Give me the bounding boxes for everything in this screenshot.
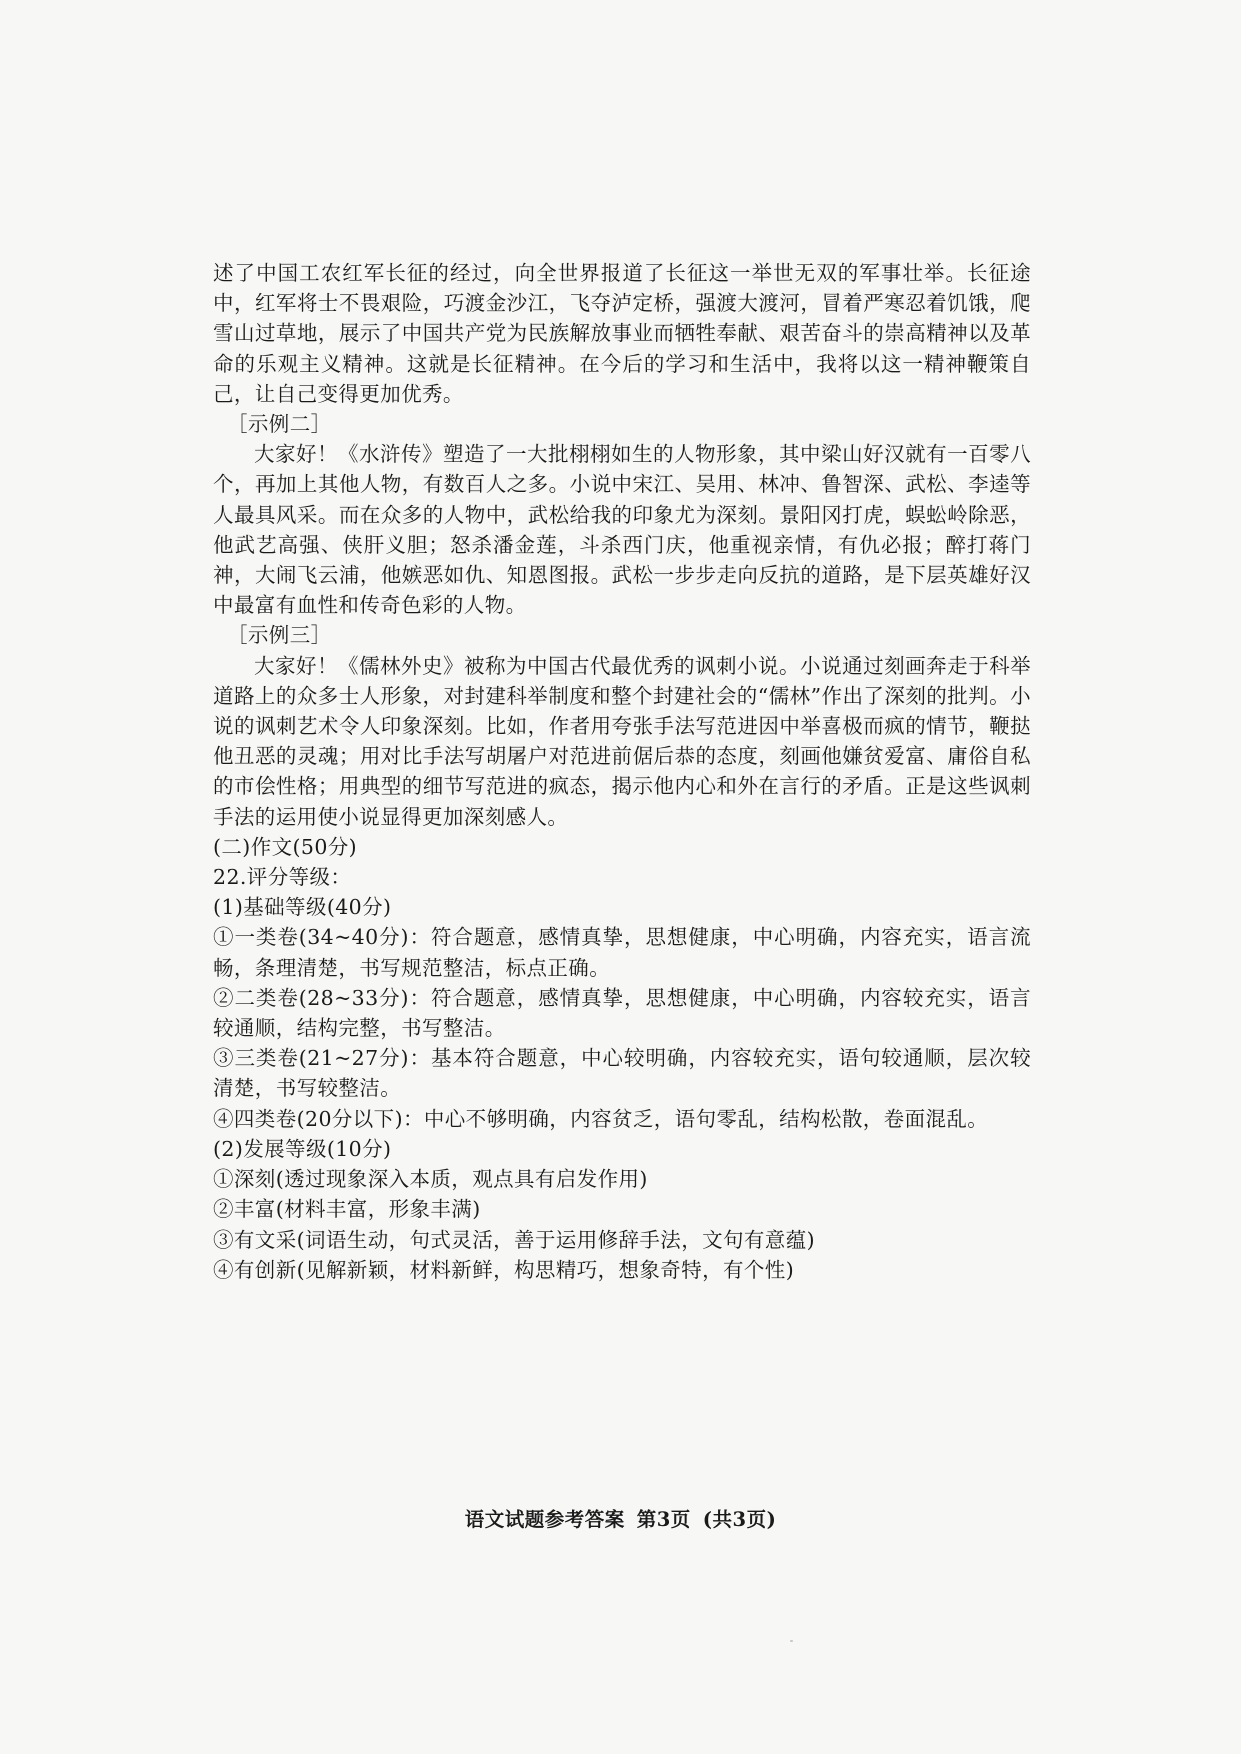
basic-level-item-4: ④四类卷(20分以下)：中心不够明确，内容贫乏，语句零乱，结构松散，卷面混乱。 — [213, 1106, 989, 1131]
development-level-item-1: ①深刻(透过现象深入本质，观点具有启发作用) — [213, 1167, 648, 1192]
example-two-label: ［示例二］ — [227, 412, 332, 437]
paragraph-example-three: 大家好！《儒林外史》被称为中国古代最优秀的讽刺小说。小说通过刻画奔走于科举道路上的众多士人形象，对封建科举制度和整个封建社会的“儒林”作出了深刻的批判。小说的讽刺艺术令人印象深刻。比如，作者用夸张手法写范进因中举喜极而疯的情节，鞭挞他丑恶的灵魂；用对比手法写胡屠户对范进前倨后恭的态度，刻画他嫌贫爱富、庸俗自私的市侩性格；用典型的细节写范进的疯态，揭示他内心和外在言行的矛盾。正是这些讽刺手法的运用使小说显得更加深刻感人。 — [213, 653, 1031, 829]
footer-page-number: 第3页 — [636, 1508, 691, 1531]
footer-page-total: (共3页) — [702, 1508, 777, 1531]
basic-level-item-1: ①一类卷(34~40分)：符合题意，感情真挚，思想健康，中心明确，内容充实，语言流畅，条理清楚，书写规范整洁，标点正确。 — [213, 925, 1031, 980]
development-level-item-2: ②丰富(材料丰富，形象丰满) — [213, 1197, 481, 1222]
page-footer — [0, 1504, 1241, 1532]
scan-speck — [790, 1640, 793, 1642]
paragraph-example-two: 大家好！《水浒传》塑造了一大批栩栩如生的人物形象，其中梁山好汉就有一百零八个，再加上其他人物，有数百人之多。小说中宋江、吴用、林冲、鲁智深、武松、李逵等人最具风采。而在众多的人物中，武松给我的印象尤为深刻。景阳冈打虎，蜈蚣岭除恶，他武艺高强、侠肝义胆；怒杀潘金莲，斗杀西门庆，他重视亲情，有仇必报；醉打蒋门神，大闹飞云浦，他嫉恶如仇、知恩图报。武松一步步走向反抗的道路，是下层英雄好汉中最富有血性和传奇色彩的人物。 — [213, 442, 1031, 618]
paragraph-long-march: 述了中国工农红军长征的经过，向全世界报道了长征这一举世无双的军事壮举。长征途中，红军将士不畏艰险，巧渡金沙江，飞夺泸定桥，强渡大渡河，冒着严寒忍着饥饿，爬雪山过草地，展示了中国共产党为民族解放事业而牺牲奉献、艰苦奋斗的崇高精神以及革命的乐观主义精神。这就是长征精神。在今后的学习和生活中，我将以这一精神鞭策自己，让自己变得更加优秀。 — [213, 261, 1031, 406]
basic-level-item-2: ②二类卷(28~33分)：符合题意，感情真挚，思想健康，中心明确，内容较充实，语言较通顺，结构完整，书写整洁。 — [213, 985, 1031, 1041]
question-22-title: 22.评分等级： — [213, 865, 352, 890]
section-composition-title: (二)作文(50分) — [213, 834, 358, 859]
development-level-item-4: ④有创新(见解新颖，材料新鲜，构思精巧，想象奇特，有个性) — [213, 1257, 795, 1282]
footer-doc-title: 语文试题参考答案 — [464, 1508, 625, 1531]
basic-level-item-3: ③三类卷(21~27分)：基本符合题意，中心较明确，内容较充实，语句较通顺，层次较清楚，书写较整洁。 — [213, 1046, 1031, 1101]
example-three-label: ［示例三］ — [227, 623, 332, 648]
basic-level-title: (1)基础等级(40分) — [213, 895, 392, 920]
development-level-title: (2)发展等级(10分) — [213, 1136, 392, 1161]
answer-key-body — [213, 258, 1031, 1285]
development-level-item-3: ③有文采(词语生动，句式灵活，善于运用修辞手法，文句有意蕴) — [213, 1227, 815, 1252]
